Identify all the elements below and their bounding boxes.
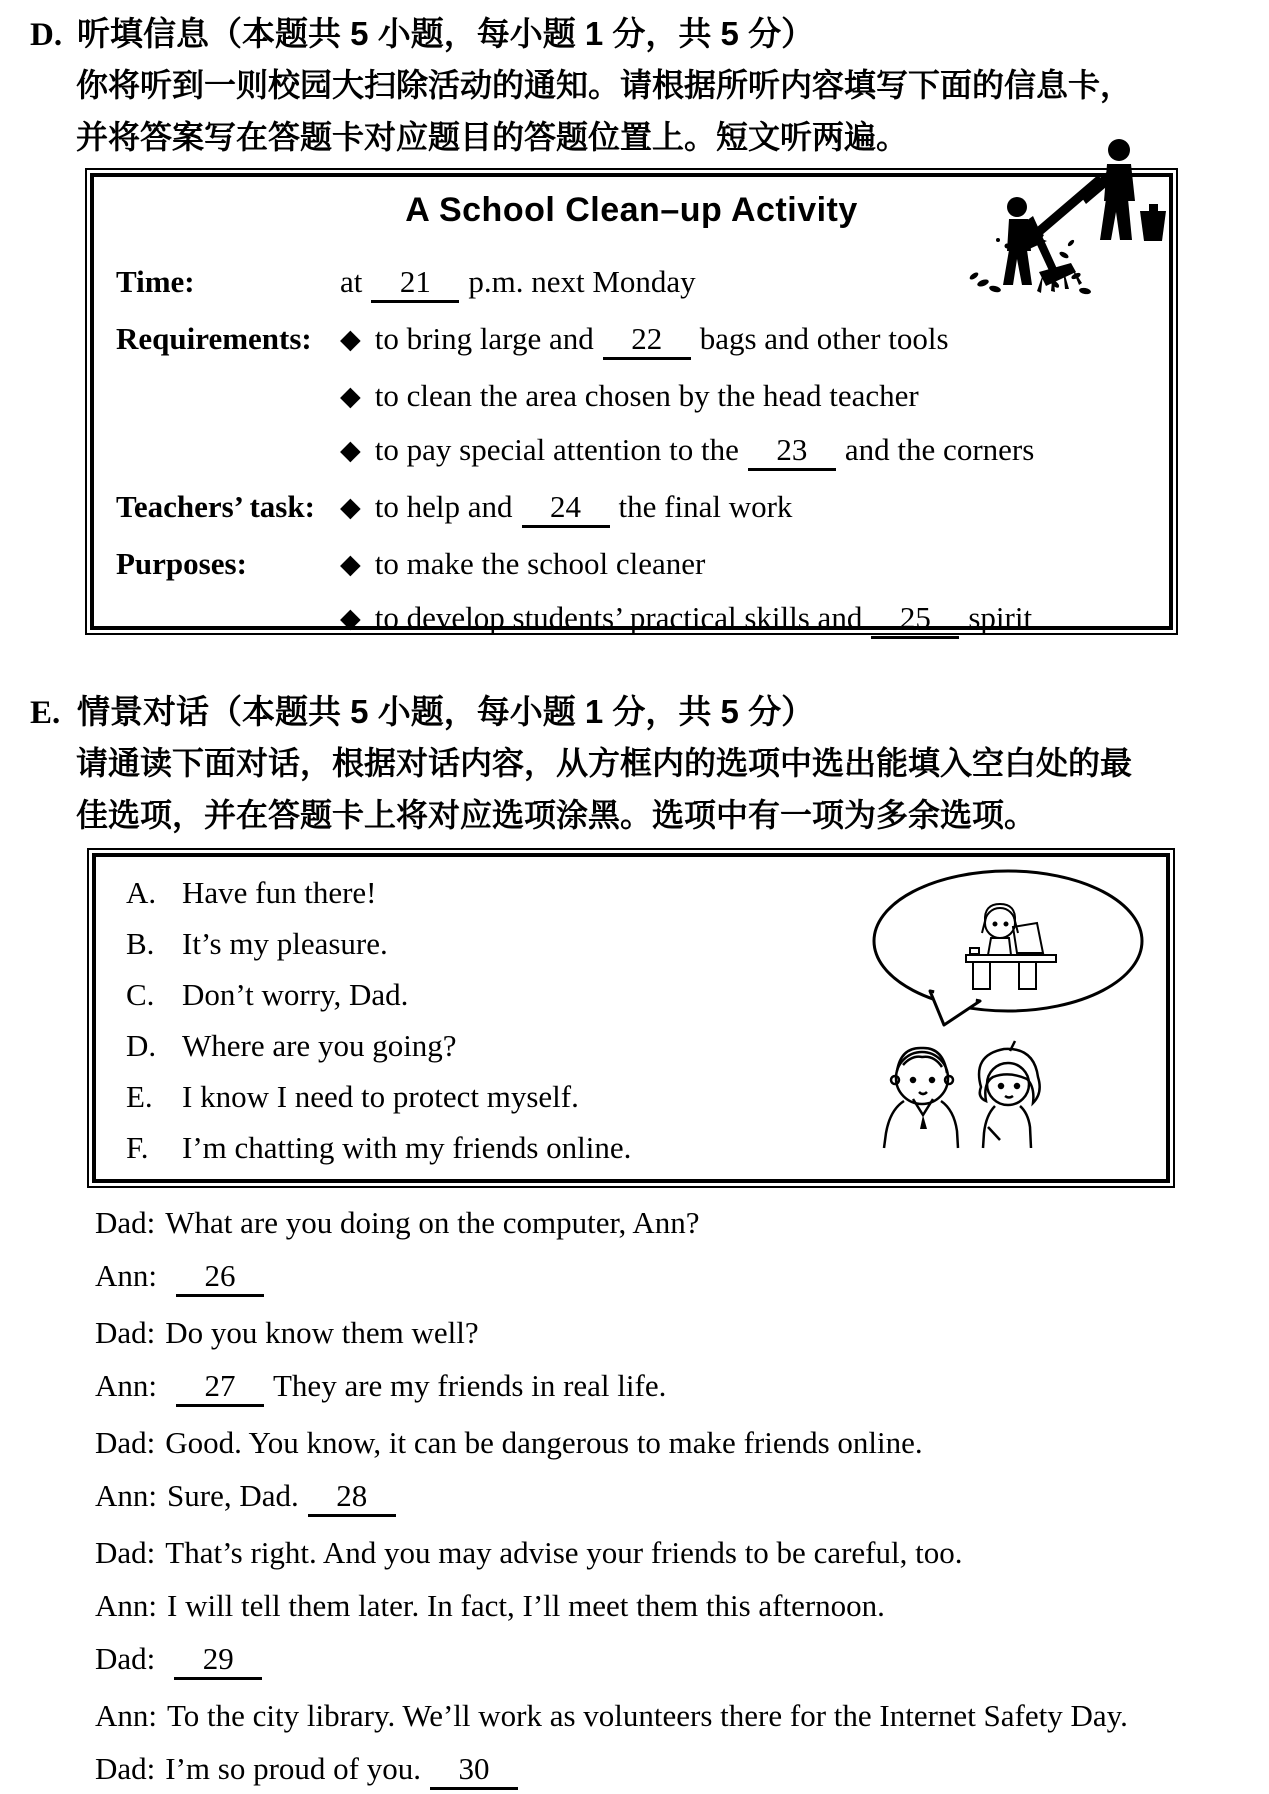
section-d-heading [30,8,814,55]
purpose-line-1 [340,546,1161,582]
dialogue-line-10 [95,1698,1255,1733]
blank-23: 23 [748,433,836,471]
dialogue-line-5 [95,1425,1255,1460]
blank-27: 27 [176,1369,264,1407]
blank-25: 25 [871,601,959,639]
purpose2-post-text: spirit [968,600,1033,635]
diamond-bullet-icon: ◆ [340,603,361,634]
section-d-instruction-1: 你将听到一则校园大扫除活动的通知。请根据所听内容填写下面的信息卡， [76,67,1133,103]
time-label: Time: [116,264,195,299]
speaker-label: Dad: [95,1315,156,1350]
requirements-label: Requirements: [116,321,312,356]
option-a-text: Have fun there! [182,875,377,910]
section-e-label: E. [30,695,61,731]
options-box [87,848,1175,1188]
time-pre-text: at [340,264,363,299]
dialogue-text: They are my friends in real life. [273,1368,667,1403]
diamond-bullet-icon: ◆ [340,492,361,523]
blank-28: 28 [308,1479,396,1517]
speaker-label: Ann: [95,1478,157,1513]
card-rows [116,264,1161,657]
requirement-line-1 [340,321,1161,360]
speaker-label: Dad: [95,1205,156,1240]
speaker-label: Dad: [95,1425,156,1460]
diamond-bullet-icon: ◆ [340,324,361,355]
dialogue-illustration [850,863,1150,1178]
dialogue-block [95,1205,1255,1794]
requirement-line-2 [340,378,1161,414]
diamond-bullet-icon: ◆ [340,381,361,412]
dialogue-text: Do you know them well? [165,1315,479,1350]
card-title: A School Clean–up Activity [405,191,858,229]
blank-29: 29 [174,1642,262,1680]
dialogue-text: Good. You know, it can be dangerous to make friends online. [165,1425,923,1460]
option-d-key: D. [126,1028,157,1063]
req1-post-text: bags and other tools [699,321,949,356]
teachers-task-label: Teachers’ task: [116,489,315,524]
dialogue-line-8 [95,1588,1255,1623]
section-e-instruction-1: 请通读下面对话，根据对话内容，从方框内的选项中选出能填入空白处的最 [76,745,1133,781]
section-d-instruction-2: 并将答案写在答题卡对应题目的答题位置上。短文听两遍。 [76,119,909,155]
option-f-key: F. [126,1130,149,1165]
dialogue-text: To the city library. We’ll work as volunteers there for the Internet Safety Day. [167,1698,1128,1733]
option-e-key: E. [126,1079,153,1114]
option-b-key: B. [126,926,155,961]
section-d-label: D. [30,17,63,53]
section-e-title: 情景对话（本题共 5 小题，每小题 1 分，共 5 分） [77,693,815,730]
speaker-label: Ann: [95,1258,157,1293]
req1-pre-text: to bring large and [374,321,594,356]
blank-22: 22 [603,322,691,360]
dialogue-text: What are you doing on the computer, Ann? [165,1205,700,1240]
dialogue-text: That’s right. And you may advise your friends to be careful, too. [165,1535,963,1570]
blank-24: 24 [522,490,610,528]
dialogue-line-6 [95,1478,1255,1517]
option-a-key: A. [126,875,157,910]
teachers-task-line [340,489,1161,528]
dialogue-line-11 [95,1751,1255,1790]
cleanup-clipart [967,137,1172,309]
option-e-text: I know I need to protect myself. [182,1079,579,1114]
dad-icon [884,1048,958,1148]
dialogue-line-1 [95,1205,1255,1240]
dialogue-line-7 [95,1535,1255,1570]
info-card-box [85,168,1178,635]
purpose-line-2 [340,600,1161,639]
dialogue-text: I will tell them later. In fact, I’ll meet them this afternoon. [167,1588,885,1623]
speaker-label: Ann: [95,1368,157,1403]
section-d-title: 听填信息（本题共 5 小题，每小题 1 分，共 5 分） [77,15,815,52]
dialogue-line-2 [95,1258,1255,1297]
bucket-icon [1140,204,1166,241]
task-pre-text: to help and [374,489,513,524]
req3-post-text: and the corners [844,432,1035,467]
dialogue-text: I’m so proud of you. [165,1751,421,1786]
blank-21: 21 [371,265,459,303]
time-post-text: p.m. next Monday [468,264,696,299]
blank-30: 30 [430,1752,518,1790]
card-row-teachers-task [116,489,1161,546]
option-d-text: Where are you going? [182,1028,457,1063]
speaker-label: Ann: [95,1698,157,1733]
card-row-purposes [116,546,1161,657]
speaker-label: Ann: [95,1588,157,1623]
speech-bubble-icon [874,871,1142,1025]
daughter-icon [979,1041,1040,1148]
dialogue-line-4 [95,1368,1255,1407]
option-c-text: Don’t worry, Dad. [182,977,409,1012]
requirement-line-3 [340,432,1161,471]
blank-26: 26 [176,1259,264,1297]
diamond-bullet-icon: ◆ [340,435,361,466]
diamond-bullet-icon: ◆ [340,549,361,580]
purposes-label: Purposes: [116,546,247,581]
dialogue-line-9 [95,1641,1255,1680]
dialogue-line-3 [95,1315,1255,1350]
option-c-key: C. [126,977,155,1012]
option-b-text: It’s my pleasure. [182,926,388,961]
speaker-label: Dad: [95,1641,156,1676]
dialogue-text: Sure, Dad. [167,1478,299,1513]
options-box-inner-border [92,853,1170,1183]
req3-pre-text: to pay special attention to the [374,432,739,467]
purpose1-text: to make the school cleaner [374,546,706,581]
option-f-text: I’m chatting with my friends online. [182,1130,632,1165]
task-post-text: the final work [618,489,793,524]
speaker-label: Dad: [95,1751,156,1786]
section-e-heading [30,686,814,733]
speaker-label: Dad: [95,1535,156,1570]
card-row-requirements [116,321,1161,489]
section-e-instruction-2: 佳选项，并在答题卡上将对应选项涂黑。选项中有一项为多余选项。 [76,797,1037,833]
req2-text: to clean the area chosen by the head teacher [374,378,919,413]
purpose2-pre-text: to develop students’ practical skills and [374,600,863,635]
